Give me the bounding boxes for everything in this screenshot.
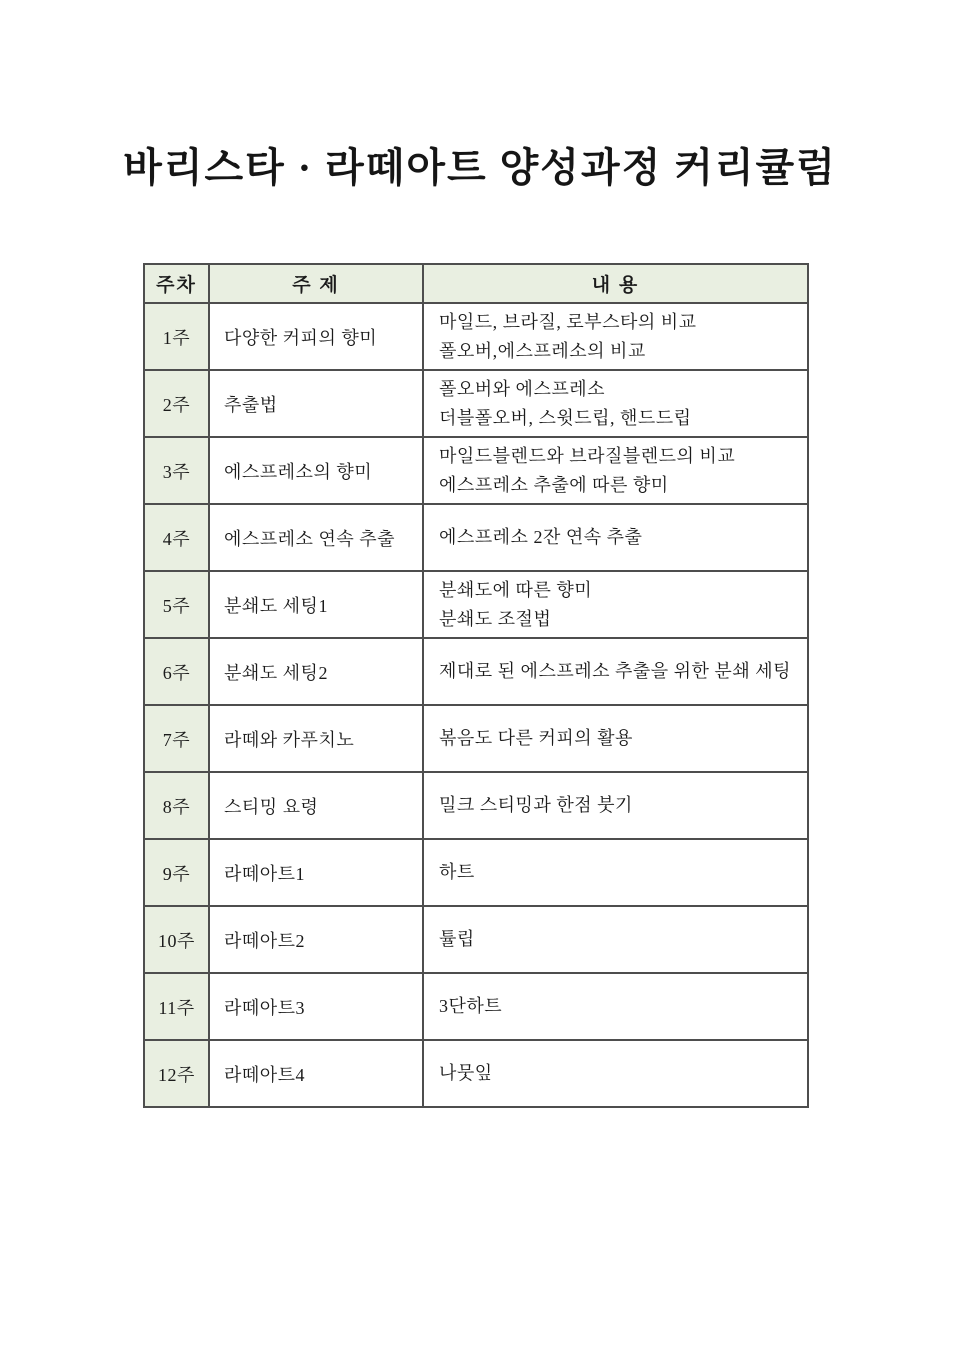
header-week: 주차	[144, 264, 209, 303]
table-row	[144, 504, 808, 571]
week-cell: 7주	[144, 705, 209, 772]
week-cell: 5주	[144, 571, 209, 638]
table-row	[144, 705, 808, 772]
content-cell	[423, 839, 808, 906]
page-title: 바리스타 · 라떼아트 양성과정 커리큘럼	[123, 145, 837, 190]
week-cell: 4주	[144, 504, 209, 571]
week-cell: 3주	[144, 437, 209, 504]
topic-cell: 라떼아트2	[209, 906, 423, 973]
content-line: 분쇄도에 따른 향미	[439, 579, 593, 600]
table-row	[144, 638, 808, 705]
header-content: 내 용	[423, 264, 808, 303]
topic-cell: 라떼아트3	[209, 973, 423, 1040]
content-line: 분쇄도 조절법	[439, 608, 552, 629]
table-row	[144, 973, 808, 1040]
topic-cell: 에스프레소의 향미	[209, 437, 423, 504]
content-cell	[423, 772, 808, 839]
table-row	[144, 772, 808, 839]
content-line: 하트	[439, 862, 475, 882]
week-cell: 12주	[144, 1040, 209, 1107]
content-cell	[423, 638, 808, 705]
content-cell	[423, 906, 808, 973]
week-cell: 10주	[144, 906, 209, 973]
topic-cell: 다양한 커피의 향미	[209, 303, 423, 370]
content-line: 마일드블렌드와 브라질블렌드의 비교	[439, 445, 736, 466]
content-line: 볶음도 다른 커피의 활용	[439, 728, 633, 748]
content-cell	[423, 370, 808, 437]
table-row	[144, 303, 808, 370]
table-row	[144, 1040, 808, 1107]
table-row	[144, 571, 808, 638]
content-line: 폴오버와 에스프레소	[439, 378, 605, 399]
week-cell: 8주	[144, 772, 209, 839]
content-cell	[423, 705, 808, 772]
content-line: 튤립	[439, 929, 475, 949]
week-cell: 6주	[144, 638, 209, 705]
content-line: 에스프레소 추출에 따른 향미	[439, 474, 669, 495]
topic-cell: 라떼아트4	[209, 1040, 423, 1107]
content-line: 나뭇잎	[439, 1063, 493, 1083]
table-row	[144, 839, 808, 906]
topic-cell: 분쇄도 세팅1	[209, 571, 423, 638]
topic-cell: 라떼와 카푸치노	[209, 705, 423, 772]
table-row	[144, 906, 808, 973]
topic-cell: 분쇄도 세팅2	[209, 638, 423, 705]
content-cell	[423, 437, 808, 504]
content-line: 마일드, 브라질, 로부스타의 비교	[439, 311, 697, 332]
week-cell: 9주	[144, 839, 209, 906]
curriculum-table-body	[144, 303, 808, 1107]
week-cell: 1주	[144, 303, 209, 370]
header-topic: 주 제	[209, 264, 423, 303]
topic-cell: 에스프레소 연속 추출	[209, 504, 423, 571]
content-cell	[423, 303, 808, 370]
content-line: 에스프레소 2잔 연속 추출	[439, 527, 643, 547]
table-row	[144, 370, 808, 437]
content-line: 제대로 된 에스프레소 추출을 위한 분쇄 세팅	[439, 661, 791, 681]
content-cell	[423, 571, 808, 638]
topic-cell: 스티밍 요령	[209, 772, 423, 839]
curriculum-table	[143, 263, 809, 1108]
content-line: 밀크 스티밍과 한점 붓기	[439, 795, 633, 815]
topic-cell: 추출법	[209, 370, 423, 437]
week-cell: 11주	[144, 973, 209, 1040]
content-cell	[423, 1040, 808, 1107]
content-line: 3단하트	[439, 996, 503, 1016]
content-cell	[423, 973, 808, 1040]
content-line: 더블폴오버, 스윗드립, 핸드드립	[439, 407, 692, 428]
table-row	[144, 437, 808, 504]
content-cell	[423, 504, 808, 571]
topic-cell: 라떼아트1	[209, 839, 423, 906]
table-header-row	[144, 264, 808, 303]
week-cell: 2주	[144, 370, 209, 437]
content-line: 폴오버,에스프레소의 비교	[439, 340, 646, 361]
